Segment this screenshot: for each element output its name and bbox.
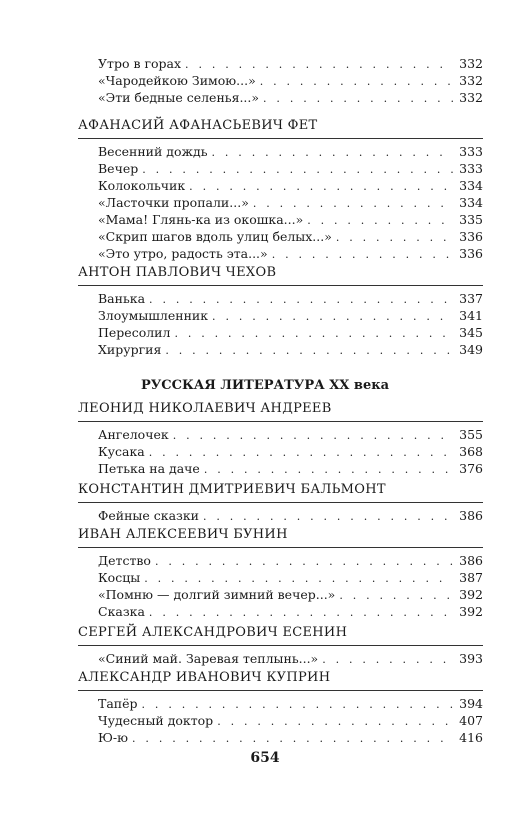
entry-title: «Мама! Глянь-ка из окошка...»: [98, 212, 304, 227]
author-heading: КОНСТАНТИН ДМИТРИЕВИЧ БАЛЬМОНТ: [78, 482, 386, 497]
entry-page: 386: [459, 508, 483, 523]
toc-entry[interactable]: [78, 72, 483, 89]
toc-entry[interactable]: [78, 89, 483, 106]
leader-dots: [217, 713, 453, 730]
toc-section-bunin: [78, 525, 483, 620]
toc-entry[interactable]: [78, 729, 483, 746]
leader-dots: [203, 508, 453, 525]
entry-page: 332: [459, 73, 483, 88]
entry-title: Утро в горах: [98, 56, 182, 71]
entry-title: Вечер: [98, 161, 139, 176]
leader-dots: [336, 229, 453, 246]
entry-page: 376: [459, 461, 483, 476]
part-heading: РУССКАЯ ЛИТЕРАТУРА XX века: [140, 378, 390, 393]
author-heading: ЛЕОНИД НИКОЛАЕВИЧ АНДРЕЕВ: [78, 401, 332, 416]
entry-title: «Помню — долгий зимний вечер...»: [98, 587, 336, 602]
toc-section-kuprin: [78, 668, 483, 746]
entry-page: 333: [459, 144, 483, 159]
entry-page: 407: [459, 713, 483, 728]
leader-dots: [272, 246, 453, 263]
leader-dots: [339, 587, 453, 604]
entry-page: 355: [459, 427, 483, 442]
toc-entry[interactable]: [78, 324, 483, 341]
entry-page: 392: [459, 604, 483, 619]
toc-entry[interactable]: [78, 177, 483, 194]
author-heading: АЛЕКСАНДР ИВАНОВИЧ КУПРИН: [78, 670, 331, 685]
divider: [78, 285, 483, 286]
leader-dots: [149, 604, 453, 621]
entry-page: 368: [459, 444, 483, 459]
entry-title: Кусака: [98, 444, 145, 459]
entry-title: Тапёр: [98, 696, 138, 711]
leader-dots: [144, 570, 453, 587]
entry-page: 332: [459, 56, 483, 71]
divider: [78, 690, 483, 691]
entry-title: Хирургия: [98, 342, 162, 357]
author-heading: АФАНАСИЙ АФАНАСЬЕВИЧ ФЕТ: [78, 118, 318, 133]
leader-dots: [185, 56, 453, 73]
entry-page: 336: [459, 229, 483, 244]
toc-entry[interactable]: [78, 143, 483, 160]
leader-dots: [149, 291, 453, 308]
entry-page: 333: [459, 161, 483, 176]
entry-title: Злоумышленник: [98, 308, 209, 323]
entry-title: Сказка: [98, 604, 145, 619]
toc-entry[interactable]: [78, 552, 483, 569]
toc-entry[interactable]: [78, 290, 483, 307]
toc-entry[interactable]: [78, 507, 483, 524]
leader-dots: [142, 161, 453, 178]
toc-entry[interactable]: [78, 307, 483, 324]
leader-dots: [204, 461, 453, 478]
toc-entry[interactable]: [78, 194, 483, 211]
entry-page: 335: [459, 212, 483, 227]
entry-page: 392: [459, 587, 483, 602]
page-number: 654: [250, 750, 280, 766]
leader-dots: [149, 444, 453, 461]
entry-page: 337: [459, 291, 483, 306]
entry-title: Пересолил: [98, 325, 171, 340]
toc-entry[interactable]: [78, 245, 483, 262]
toc-entry[interactable]: [78, 603, 483, 620]
entry-page: 332: [459, 90, 483, 105]
entry-page: 386: [459, 553, 483, 568]
entry-title: Колокольчик: [98, 178, 186, 193]
entry-page: 387: [459, 570, 483, 585]
entry-page: 393: [459, 651, 483, 666]
entry-page: 416: [459, 730, 483, 745]
toc-entry[interactable]: [78, 160, 483, 177]
toc-entry[interactable]: [78, 228, 483, 245]
entry-page: 349: [459, 342, 483, 357]
entry-title: «Эти бедные селенья...»: [98, 90, 260, 105]
leader-dots: [189, 178, 453, 195]
toc-entry[interactable]: [78, 695, 483, 712]
entry-title: Петька на даче: [98, 461, 200, 476]
author-heading: АНТОН ПАВЛОВИЧ ЧЕХОВ: [78, 265, 277, 280]
entry-page: 334: [459, 195, 483, 210]
divider: [78, 547, 483, 548]
leader-dots: [165, 342, 453, 359]
author-heading: ИВАН АЛЕКСЕЕВИЧ БУНИН: [78, 527, 288, 542]
toc-section-continued: [78, 55, 483, 106]
divider: [78, 138, 483, 139]
entry-title: «Чародейкою Зимою...»: [98, 73, 256, 88]
divider: [78, 502, 483, 503]
entry-page: 341: [459, 308, 483, 323]
entry-page: 334: [459, 178, 483, 193]
toc-entry[interactable]: [78, 586, 483, 603]
entry-title: «Это утро, радость эта...»: [98, 246, 268, 261]
toc-entry[interactable]: [78, 460, 483, 477]
entry-title: Ванька: [98, 291, 146, 306]
toc-section-chekhov: [78, 263, 483, 358]
toc-entry[interactable]: [78, 426, 483, 443]
entry-title: Фейные сказки: [98, 508, 199, 523]
toc-entry[interactable]: [78, 211, 483, 228]
entry-title: Весенний дождь: [98, 144, 208, 159]
toc-entry[interactable]: [78, 443, 483, 460]
toc-entry[interactable]: [78, 341, 483, 358]
entry-title: «Скрип шагов вдоль улиц белых...»: [98, 229, 332, 244]
leader-dots: [142, 696, 453, 713]
leader-dots: [322, 651, 453, 668]
entry-page: 336: [459, 246, 483, 261]
entry-title: «Ласточки пропали...»: [98, 195, 249, 210]
leader-dots: [173, 427, 453, 444]
leader-dots: [155, 553, 453, 570]
entry-title: Ю-ю: [98, 730, 129, 745]
toc-section-balmont: [78, 480, 483, 524]
toc-entry[interactable]: [78, 650, 483, 667]
divider: [78, 645, 483, 646]
toc-entry[interactable]: [78, 712, 483, 729]
leader-dots: [307, 212, 453, 229]
entry-title: Косцы: [98, 570, 141, 585]
entry-title: Ангелочек: [98, 427, 169, 442]
toc-section-andreev: [78, 399, 483, 477]
leader-dots: [253, 195, 453, 212]
entry-page: 345: [459, 325, 483, 340]
leader-dots: [212, 308, 453, 325]
leader-dots: [174, 325, 453, 342]
leader-dots: [263, 90, 453, 107]
leader-dots: [212, 144, 453, 161]
leader-dots: [132, 730, 453, 747]
divider: [78, 421, 483, 422]
author-heading: СЕРГЕЙ АЛЕКСАНДРОВИЧ ЕСЕНИН: [78, 625, 348, 640]
entry-title: «Синий май. Заревая теплынь...»: [98, 651, 319, 666]
leader-dots: [260, 73, 453, 90]
toc-section-esenin: [78, 623, 483, 667]
entry-title: Детство: [98, 553, 151, 568]
entry-page: 394: [459, 696, 483, 711]
toc-entry[interactable]: [78, 55, 483, 72]
toc-section-fet: [78, 116, 483, 262]
toc-entry[interactable]: [78, 569, 483, 586]
entry-title: Чудесный доктор: [98, 713, 214, 728]
